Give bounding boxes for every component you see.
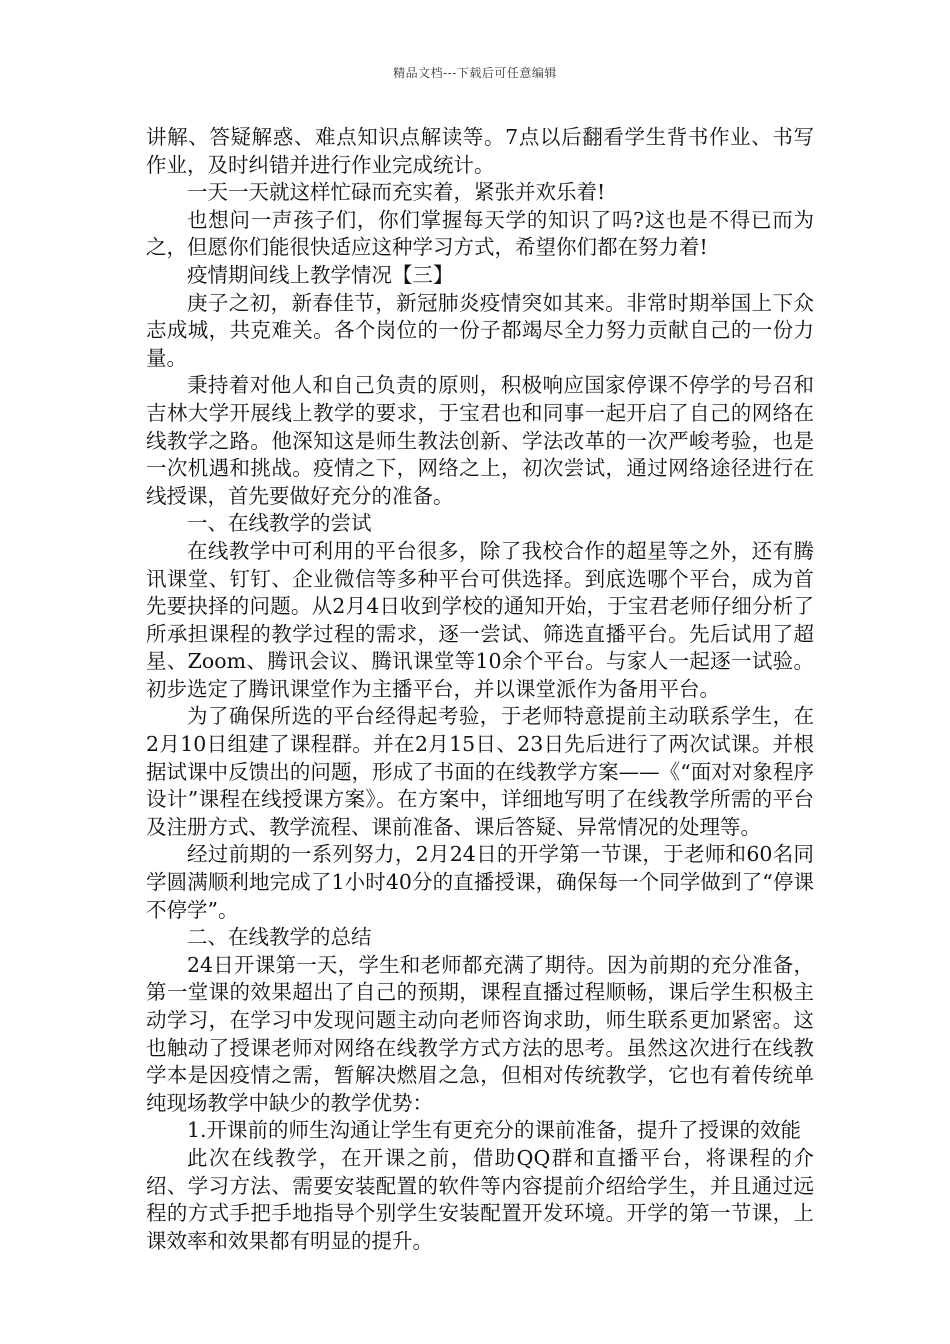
paragraph: 一天一天就这样忙碌而充实着，紧张并欢乐着!: [187, 180, 606, 205]
paragraph: 讲解、答疑解惑、难点知识点解读等。7点以后翻看学生背书作业、书写作业，及时纠错并进行作业完成统计。: [146, 125, 814, 177]
paragraph: 经过前期的一系列努力，2月24日的开学第一节课，于老师和60名同学圆满顺利地完成了1小时40分的直播授课，确保每一个同学做到了“停课不停学”。: [146, 842, 814, 922]
paragraph: 此次在线教学，在开课之前，借助QQ群和直播平台，将课程的介绍、学习方法、需要安装配置的软件等内容提前介绍给学生，并且通过远程的方式手把手地指导个别学生安装配置开发环境。开学的第一节课，上课效率和效果都有明显的提升。: [146, 1145, 814, 1253]
paragraph: 为了确保所选的平台经得起考验，于老师特意提前主动联系学生，在2月10日组建了课程群。并在2月15日、23日先后进行了两次试课。并根据试课中反馈出的问题，形成了书面的在线教学方案——《“面对对象程序设计”课程在线授课方案》。在方案中，详细地写明了在线教学所需的平台及注册方式、教学流程、课前准备、课后答疑、异常情况的处理等。: [146, 704, 814, 839]
paragraph: 也想问一声孩子们，你们掌握每天学的知识了吗?这也是不得已而为之，但愿你们能很快适应这种学习方式，希望你们都在努力着!: [146, 207, 814, 260]
paragraph: 秉持着对他人和自己负责的原则，积极响应国家停课不停学的号召和吉林大学开展线上教学的要求，于宝君也和同事一起开启了自己的网络在线教学之路。他深知这是师生教法创新、学法改革的一次严峻考验，也是一次机遇和挑战。疫情之下，网络之上，初次尝试，通过网络途径进行在线授课，首先要做好充分的准备。: [146, 373, 814, 508]
section-heading: 二、在线教学的总结: [187, 925, 372, 950]
paragraph: 24日开课第一天，学生和老师都充满了期待。因为前期的充分准备，第一堂课的效果超出了自己的预期，课程直播过程顺畅，课后学生积极主动学习，在学习中发现问题主动向老师咨询求助，师生联系更加紧密。这也触动了授课老师对网络在线教学方式方法的思考。虽然这次进行在线教学本是因疫情之需，暂解决燃眉之急，但相对传统教学，它也有着传统单纯现场教学中缺少的教学优势：: [146, 952, 814, 1115]
document-body: [146, 124, 814, 1255]
paragraph: 在线教学中可利用的平台很多，除了我校合作的超星等之外，还有腾讯课堂、钉钉、企业微信等多种平台可供选择。到底选哪个平台，成为首先要抉择的问题。从2月4日收到学校的通知开始，于宝君老师仔细分析了所承担课程的教学过程的需求，逐一尝试、筛选直播平台。先后试用了超星、Zoom、腾讯会议、腾讯课堂等10余个平台。与家人一起逐一试验。初步选定了腾讯课堂作为主播平台，并以课堂派作为备用平台。: [146, 538, 814, 701]
page-header: 精品文档---下载后可任意编辑: [393, 66, 557, 80]
section-title: 疫情期间线上教学情况【三】: [187, 262, 454, 287]
paragraph: 庚子之初，新春佳节，新冠肺炎疫情突如其来。非常时期举国上下众志成城，共克难关。各个岗位的一份子都竭尽全力努力贡献自己的一份力量。: [146, 290, 814, 370]
section-heading: 一、在线教学的尝试: [187, 511, 372, 536]
subheading: 1.开课前的师生沟通让学生有更充分的课前准备，提升了授课的效能: [187, 1118, 802, 1143]
